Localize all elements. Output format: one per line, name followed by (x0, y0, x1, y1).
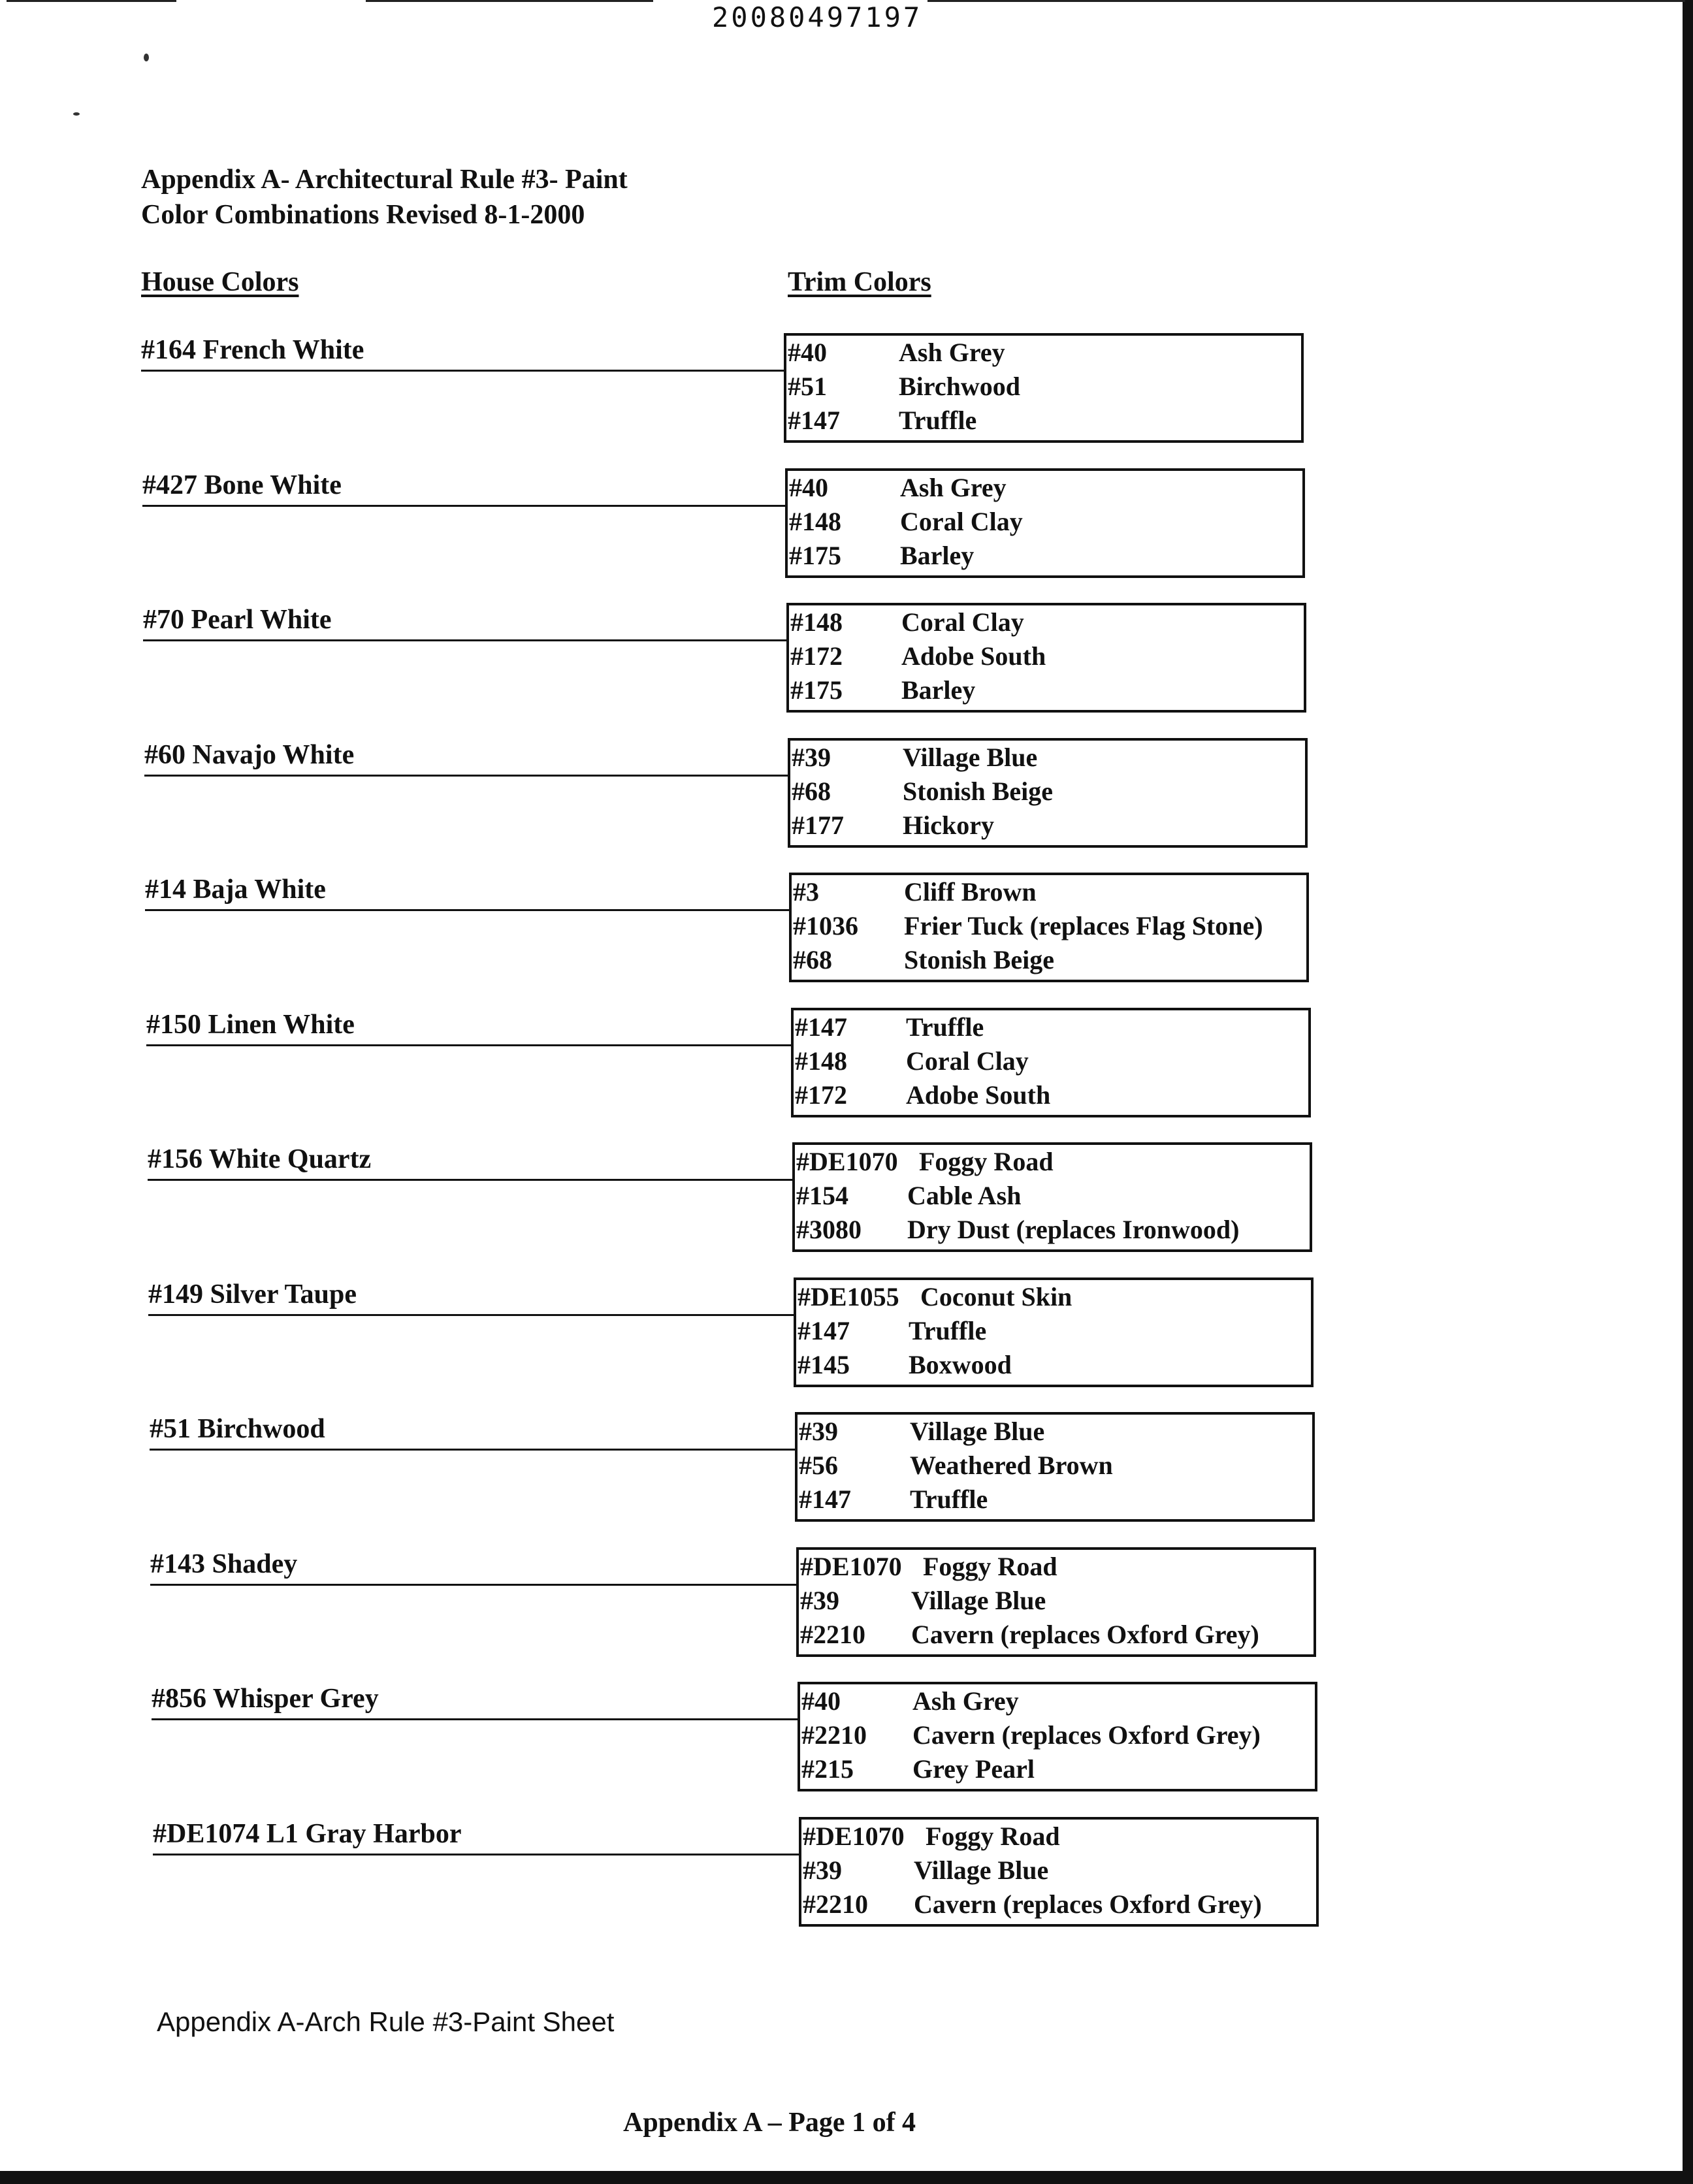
color-combination (0, 739, 1693, 857)
trim-color-name: Coral Clay (906, 1046, 1029, 1076)
scan-edge-top (927, 0, 1685, 2)
trim-color-code: #2210 (803, 1889, 868, 1919)
trim-color-row (792, 943, 1306, 977)
trim-color-row (795, 1145, 1310, 1179)
trim-color-code: #51 (788, 372, 827, 401)
color-combination (0, 1683, 1693, 1801)
trim-color-row (790, 809, 1305, 843)
trim-color-row (794, 1010, 1308, 1044)
trim-color-name: Birchwood (899, 372, 1020, 401)
trim-color-code: #154 (796, 1181, 848, 1210)
trim-color-name: Barley (900, 541, 975, 570)
trim-color-code: #40 (788, 338, 827, 367)
color-combination (0, 1144, 1693, 1261)
house-color-name: #70 Pearl White (143, 605, 332, 635)
trim-color-row (786, 404, 1301, 438)
color-combination (0, 874, 1693, 991)
trim-color-name: Village Blue (910, 1417, 1045, 1446)
trim-colors-box (799, 1817, 1319, 1927)
trim-color-code: #2210 (800, 1620, 865, 1649)
scan-edge-top (366, 0, 653, 2)
trim-color-code: #39 (800, 1586, 839, 1615)
trim-color-code: #175 (789, 541, 841, 570)
trim-color-row (801, 1820, 1316, 1854)
trim-color-code: #56 (799, 1451, 838, 1480)
trim-color-name: Ash Grey (900, 473, 1007, 502)
trim-color-code: #DE1070 (800, 1552, 902, 1581)
trim-color-code: #39 (803, 1855, 842, 1885)
trim-color-name: Village Blue (911, 1586, 1046, 1615)
trim-color-row (794, 1044, 1308, 1078)
trim-color-row (788, 539, 1302, 573)
trim-color-row (786, 370, 1301, 404)
trim-color-name: Truffle (909, 1316, 987, 1345)
trim-color-code: #175 (790, 675, 843, 705)
trim-color-row (801, 1854, 1316, 1887)
color-combination (0, 1279, 1693, 1396)
trim-colors-box (784, 333, 1304, 443)
connector-line (141, 370, 784, 372)
house-color-name: #14 Baja White (145, 875, 326, 905)
house-color-name: #60 Navajo White (144, 740, 355, 770)
trim-color-code: #145 (798, 1350, 850, 1379)
connector-line (144, 775, 788, 777)
connector-line (142, 505, 785, 507)
trim-color-name: Cavern (replaces Oxford Grey) (911, 1620, 1259, 1649)
trim-color-row (799, 1550, 1314, 1584)
trim-color-code: #172 (795, 1080, 847, 1110)
trim-color-name: Barley (901, 675, 976, 705)
trim-color-row (796, 1314, 1311, 1348)
connector-line (150, 1449, 795, 1451)
trim-color-code: #147 (795, 1012, 847, 1042)
house-color-name: #856 Whisper Grey (152, 1684, 379, 1714)
title-line-2: Color Combinations Revised 8-1-2000 (141, 200, 585, 230)
trim-color-code: #40 (801, 1686, 841, 1716)
trim-color-row (799, 1584, 1314, 1618)
trim-color-row (800, 1718, 1315, 1752)
trim-color-code: #39 (792, 743, 831, 772)
trim-color-row (789, 605, 1304, 639)
color-combination (0, 1009, 1693, 1127)
trim-color-row (796, 1348, 1311, 1382)
trim-color-code: #1036 (793, 911, 858, 940)
trim-color-row (789, 673, 1304, 707)
trim-color-code: #2210 (801, 1720, 867, 1750)
trim-color-row (794, 1078, 1308, 1112)
trim-color-name: Foggy Road (919, 1147, 1054, 1176)
footer-caption: Appendix A-Arch Rule #3-Paint Sheet (157, 2006, 615, 2037)
trim-color-name: Weathered Brown (910, 1451, 1113, 1480)
trim-color-name: Adobe South (906, 1080, 1051, 1110)
color-combination (0, 1413, 1693, 1531)
trim-color-row (789, 639, 1304, 673)
trim-color-row (801, 1887, 1316, 1921)
trim-color-name: Dry Dust (replaces Ironwood) (907, 1215, 1240, 1244)
trim-color-code: #147 (798, 1316, 850, 1345)
color-combination (0, 470, 1693, 587)
trim-color-row (798, 1483, 1312, 1517)
trim-color-row (800, 1684, 1315, 1718)
trim-color-name: Ash Grey (912, 1686, 1019, 1716)
trim-color-name: Stonish Beige (903, 777, 1054, 806)
page-title (141, 162, 628, 233)
trim-color-code: #148 (790, 607, 843, 637)
trim-colors-box (795, 1412, 1315, 1522)
trim-color-name: Cliff Brown (904, 877, 1037, 907)
connector-line (148, 1179, 792, 1181)
trim-color-row (795, 1213, 1310, 1247)
trim-colors-box (796, 1547, 1316, 1657)
color-combination (0, 1549, 1693, 1666)
trim-color-name: Hickory (903, 811, 994, 840)
trim-color-name: Adobe South (901, 641, 1046, 671)
trim-colors-box (786, 603, 1306, 713)
color-combination (0, 334, 1693, 452)
connector-line (143, 639, 786, 641)
house-color-name: #150 Linen White (146, 1010, 355, 1040)
trim-color-name: Coral Clay (900, 507, 1023, 536)
trim-color-name: Truffle (899, 406, 977, 435)
scan-speck (73, 112, 80, 116)
connector-line (146, 1044, 791, 1046)
trim-colors-box (789, 873, 1309, 982)
connector-line (150, 1584, 796, 1586)
trim-color-name: Foggy Road (926, 1822, 1060, 1851)
trim-color-code: #DE1055 (798, 1282, 899, 1311)
trim-colors-box (791, 1008, 1311, 1117)
trim-color-row (790, 775, 1305, 809)
trim-color-name: Frier Tuck (replaces Flag Stone) (904, 911, 1263, 940)
trim-color-code: #40 (789, 473, 828, 502)
trim-color-row (788, 471, 1302, 505)
trim-color-code: #177 (792, 811, 844, 840)
house-colors-header: House Colors (141, 267, 299, 297)
scan-edge-bottom (0, 2171, 1693, 2184)
trim-color-code: #3080 (796, 1215, 862, 1244)
trim-color-code: #39 (799, 1417, 838, 1446)
trim-color-code: #172 (790, 641, 843, 671)
trim-color-name: Grey Pearl (912, 1754, 1035, 1784)
trim-color-code: #DE1070 (803, 1822, 905, 1851)
trim-colors-box (794, 1277, 1314, 1387)
title-line-1: Appendix A- Architectural Rule #3- Paint (141, 165, 628, 195)
document-number: 20080497197 (712, 1, 923, 33)
house-color-name: #164 French White (141, 335, 364, 365)
trim-color-code: #147 (788, 406, 840, 435)
scan-speck (144, 54, 149, 61)
trim-color-row (798, 1415, 1312, 1449)
trim-color-name: Cable Ash (907, 1181, 1022, 1210)
trim-colors-box (792, 1142, 1312, 1252)
trim-color-name: Cavern (replaces Oxford Grey) (912, 1720, 1261, 1750)
trim-color-name: Cavern (replaces Oxford Grey) (914, 1889, 1262, 1919)
trim-color-name: Truffle (906, 1012, 984, 1042)
trim-color-row (798, 1449, 1312, 1483)
trim-color-code: #DE1070 (796, 1147, 898, 1176)
trim-color-row (795, 1179, 1310, 1213)
house-color-name: #427 Bone White (142, 470, 342, 500)
color-combination (0, 1818, 1693, 1936)
trim-color-code: #215 (801, 1754, 854, 1784)
trim-color-row (790, 741, 1305, 775)
trim-color-row (788, 505, 1302, 539)
scan-edge-top (7, 0, 176, 2)
trim-colors-header: Trim Colors (788, 267, 931, 297)
trim-color-name: Coconut Skin (920, 1282, 1072, 1311)
trim-color-row (796, 1280, 1311, 1314)
connector-line (148, 1314, 794, 1316)
trim-color-code: #68 (793, 945, 832, 974)
color-combination (0, 604, 1693, 722)
trim-color-row (799, 1618, 1314, 1652)
footer-page-number: Appendix A – Page 1 of 4 (623, 2108, 916, 2138)
trim-color-name: Coral Clay (901, 607, 1024, 637)
trim-color-code: #147 (799, 1485, 851, 1514)
trim-color-row (786, 336, 1301, 370)
house-color-name: #156 White Quartz (148, 1144, 372, 1174)
house-color-name: #DE1074 L1 Gray Harbor (153, 1819, 462, 1849)
trim-colors-box (798, 1682, 1317, 1791)
connector-line (145, 909, 789, 911)
trim-colors-box (785, 468, 1305, 578)
trim-color-name: Boxwood (909, 1350, 1012, 1379)
trim-color-code: #148 (795, 1046, 847, 1076)
trim-color-name: Village Blue (914, 1855, 1049, 1885)
trim-color-name: Ash Grey (899, 338, 1005, 367)
house-color-name: #149 Silver Taupe (148, 1279, 357, 1309)
trim-color-row (800, 1752, 1315, 1786)
trim-color-name: Stonish Beige (904, 945, 1055, 974)
trim-color-row (792, 875, 1306, 909)
connector-line (152, 1718, 798, 1720)
house-color-name: #51 Birchwood (150, 1414, 325, 1444)
house-color-name: #143 Shadey (150, 1549, 298, 1579)
trim-color-name: Village Blue (903, 743, 1038, 772)
trim-color-code: #148 (789, 507, 841, 536)
trim-color-code: #68 (792, 777, 831, 806)
connector-line (153, 1854, 799, 1855)
trim-colors-box (788, 738, 1308, 848)
trim-color-name: Truffle (910, 1485, 988, 1514)
trim-color-row (792, 909, 1306, 943)
trim-color-code: #3 (793, 877, 819, 907)
trim-color-name: Foggy Road (923, 1552, 1057, 1581)
